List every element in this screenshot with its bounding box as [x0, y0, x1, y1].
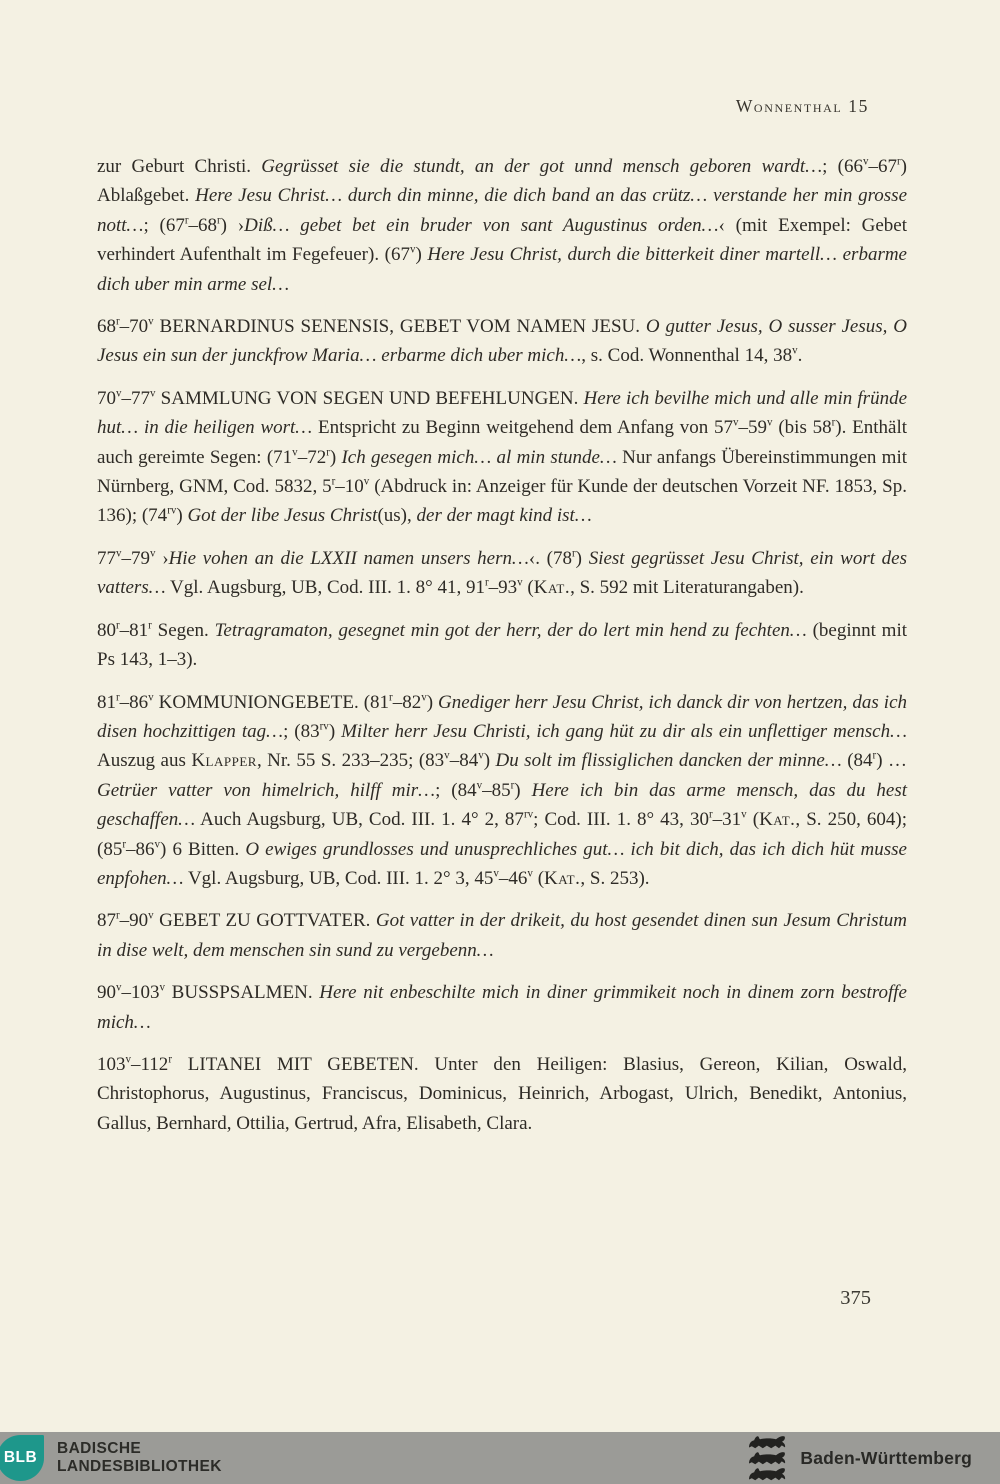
- running-header: Wonnenthal 15: [735, 96, 869, 116]
- body-paragraphs: [97, 152, 907, 1151]
- library-name: [57, 1440, 222, 1477]
- paragraph: 103$^v$–112$^r$ LITANEI MIT GEBETEN. Unter den Heiligen: Blasius, Gereon, Kilian, Oswald, Christophorus, Augustinus, Franciscus, Dominicus, Heinrich, Arbogast, Ulrich, Benedikt, Antonius, Gallus, Bernhard, Ottilia, Gertrud, Afra, Elisabeth, Clara.: [97, 1053, 907, 1134]
- paragraph: 81$^r$–86$^v$ KOMMUNIONGEBETE. (81$^r$–82$^v$) Gnediger herr Jesu Christ, ich danck dir von hertzen, das ich disen hochzittigen tag…; $(83^{rv})$ Milter herr Jesu Christi, ich gang hüt zu dir als ein unflettiger mensch… Auszug aus Klapper, Nr. 55 S. 233–235; (83$^v$–84$^v$) Du solt im flissiglichen dancken der minne… (84$^r$) … Getrüer vatter von himelrich, hilff mir…; (84$^v$–85$^r$) Here ich bin das arme mensch, das du hest geschaffen… Auch Augsburg, UB, Cod. III. 1. 4° 2, $87^{rv}$; Cod. III. 1. 8° 43, 30$^r$–31$^v$ (Kat., S. 250, 604); (85$^r$–86$^v$) 6 Bitten. O ewiges grundlosses und unusprechliches gut… ich bit dich, das ich dich hüt musse enpfohen… Vgl. Augsburg, UB, Cod. III. 1. 2° 3, 45$^v$–46$^v$ (Kat., S. 253).: [97, 691, 908, 889]
- state-name: Baden-Württemberg: [800, 1447, 972, 1468]
- paragraph: 90$^v$–103$^v$ BUSSPSALMEN. Here nit enbeschilte mich in diner grimmikeit noch in dinem zorn bestroffe mich…: [97, 981, 907, 1033]
- paragraph: zur Geburt Christi. Gegrüsset sie die stundt, an der got unnd mensch geboren wardt…; (66$^v$–67$^r$) Ablaßgebet. Here Jesu Christ… durch din minne, die dich band an das crütz… verstande her min grosse nott…; (67$^r$–68$^r$) ›Diß… gebet bet ein bruder von sant Augustinus orden…‹ (mit Exempel: Gebet verhindert Aufenthalt im Fegefeuer). (67$^v$) Here Jesu Christ, durch die bitterkeit diner martell… erbarme dich uber min arme sel…: [97, 155, 908, 295]
- footer-bar: [0, 1432, 1000, 1484]
- library-branding: [0, 1432, 222, 1484]
- paragraph: 87$^r$–90$^v$ GEBET ZU GOTTVATER. Got vatter in der drikeit, du host gesendet dinen sun Jesum Christum in dise welt, dem menschen sin sund zu vergebenn…: [97, 910, 907, 961]
- paragraph: 70$^v$–77$^v$ SAMMLUNG VON SEGEN UND BEFEHLUNGEN. Here ich bevilhe mich und alle min fründe hut… in die heiligen wort… Entspricht zu Beginn weitgehend dem Anfang von 57$^v$–59$^v$ (bis 58$^r$). Enthält auch gereimte Segen: (71$^v$–72$^r$) Ich gesegen mich… al min stunde… Nur anfangs Übereinstimmungen mit Nürnberg, GNM, Cod. 5832, 5$^r$–10$^v$ (Abdruck in: Anzeiger für Kunde der deutschen Vorzeit NF. 1853, Sp. 136); $(74^{rv})$ Got der libe Jesus Christ(us), der der magt kind ist…: [97, 387, 908, 527]
- state-branding: [747, 1435, 972, 1481]
- paragraph: 77$^v$–79$^v$ ›Hie vohen an die LXXII namen unsers hern…‹. (78$^r$) Siest gegrüsset Jesu Christ, ein wort des vatters… Vgl. Augsburg, UB, Cod. III. 1. 8° 41, 91$^r$–93$^v$ (Kat., S. 592 mit Literaturangaben).: [97, 547, 908, 599]
- baden-wuerttemberg-lions-icon: [747, 1435, 789, 1481]
- paragraph: 80$^r$–81$^r$ Segen. Tetragramaton, gesegnet min got der herr, der do lert min hend zu fechten… (beginnt mit Ps 143, 1–3).: [97, 619, 907, 671]
- blb-logo-text: BLB: [3, 1449, 38, 1466]
- blb-logo-icon: [0, 1435, 44, 1481]
- library-name-line2: LANDESBIBLIOTHEK: [57, 1458, 222, 1475]
- library-name-line1: BADISCHE: [57, 1439, 142, 1457]
- page-number: 375: [840, 1287, 871, 1309]
- paragraph: 68$^r$–70$^v$ BERNARDINUS SENENSIS, GEBET VOM NAMEN JESU. O gutter Jesus, O susser Jesus, O Jesus ein sun der junckfrow Maria… erbarme dich uber mich…, s. Cod. Wonnenthal 14, 38$^v$.: [97, 315, 907, 367]
